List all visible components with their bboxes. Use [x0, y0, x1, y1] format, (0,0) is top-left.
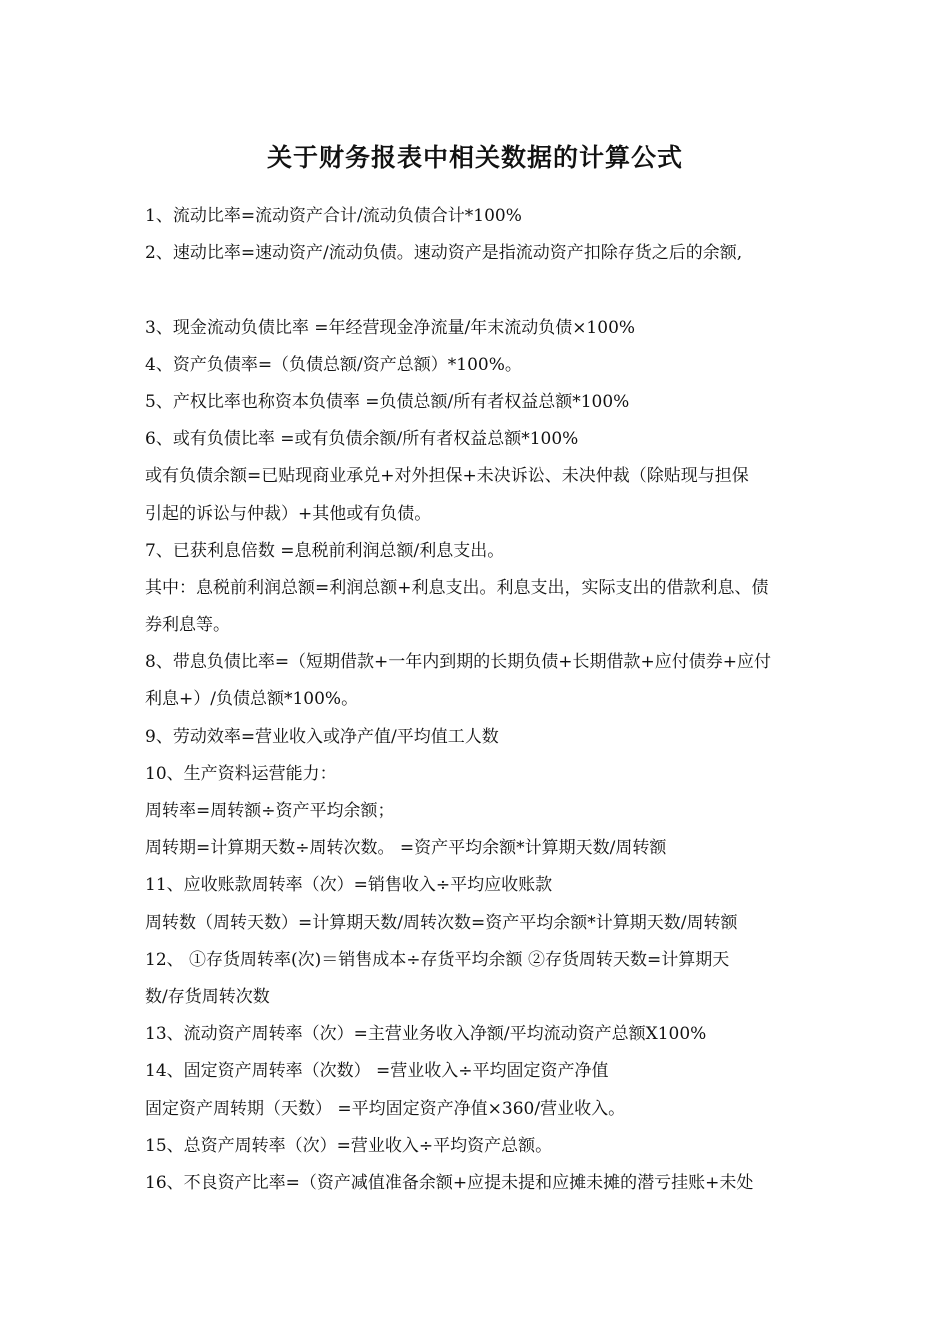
- text-line-5: 5、产权比率也称资本负债率 =负债总额/所有者权益总额*100%: [145, 391, 630, 412]
- text-line-7: 或有负债余额=已贴现商业承兑+对外担保+未决诉讼、未决仲裁（除贴现与担保: [145, 466, 749, 487]
- text-line-26: 16、不良资产比率=（资产减值准备余额+应提未提和应摊未摊的潜亏挂账+未处: [145, 1172, 754, 1193]
- text-line-10: 其中：息税前利润总额=利润总额+利息支出。利息支出，实际支出的借款利息、债: [145, 577, 769, 598]
- text-line-2: 2、速动比率=速动资产/流动负债。速动资产是指流动资产扣除存货之后的余额,: [145, 243, 743, 264]
- text-line-14: 9、劳动效率=营业收入或净产值/平均值工人数: [145, 726, 499, 747]
- text-line-3: 3、现金流动负债比率 =年经营现金净流量/年末流动负债×100%: [145, 317, 636, 338]
- text-line-15: 10、生产资料运营能力：: [145, 763, 337, 784]
- document-title: 关于财务报表中相关数据的计算公式: [266, 143, 683, 172]
- text-line-12: 8、带息负债比率=（短期借款+一年内到期的长期负债+长期借款+应付债券+应付: [145, 652, 772, 673]
- blank-line: [145, 272, 810, 309]
- text-line-20: 12、 ①存货周转率(次)＝销售成本÷存货平均余额 ②存货周转天数=计算期天: [145, 949, 730, 970]
- text-line-22: 13、流动资产周转率（次）=主营业务收入净额/平均流动资产总额X100%: [145, 1024, 707, 1045]
- text-line-18: 11、应收账款周转率（次）=销售收入÷平均应收账款: [145, 875, 553, 896]
- document-body: [145, 198, 810, 1202]
- text-line-23: 14、固定资产周转率（次数） =营业收入÷平均固定资产净值: [145, 1061, 609, 1082]
- text-line-17: 周转期=计算期天数÷周转次数。 =资产平均余额*计算期天数/周转额: [145, 838, 667, 859]
- text-line-24: 固定资产周转期（天数） =平均固定资产净值×360/营业收入。: [145, 1098, 626, 1119]
- text-line-13: 利息+）/负债总额*100%。: [145, 689, 359, 710]
- text-line-25: 15、总资产周转率（次）=营业收入÷平均资产总额。: [145, 1135, 553, 1156]
- text-line-6: 6、或有负债比率 =或有负债余额/所有者权益总额*100%: [145, 429, 579, 450]
- text-line-8: 引起的诉讼与仲裁）+其他或有负债。: [145, 503, 432, 524]
- text-line-19: 周转数（周转天数）=计算期天数/周转次数=资产平均余额*计算期天数/周转额: [145, 912, 738, 933]
- text-line-11: 券利息等。: [145, 615, 230, 636]
- text-line-4: 4、资产负债率=（负债总额/资产总额）*100%。: [145, 354, 522, 375]
- text-line-9: 7、已获利息倍数 =息税前利润总额/利息支出。: [145, 540, 505, 561]
- text-line-1: 1、流动比率=流动资产合计/流动负债合计*100%: [145, 206, 522, 226]
- text-line-21: 数/存货周转次数: [145, 986, 270, 1007]
- text-line-16: 周转率=周转额÷资产平均余额；: [145, 801, 395, 821]
